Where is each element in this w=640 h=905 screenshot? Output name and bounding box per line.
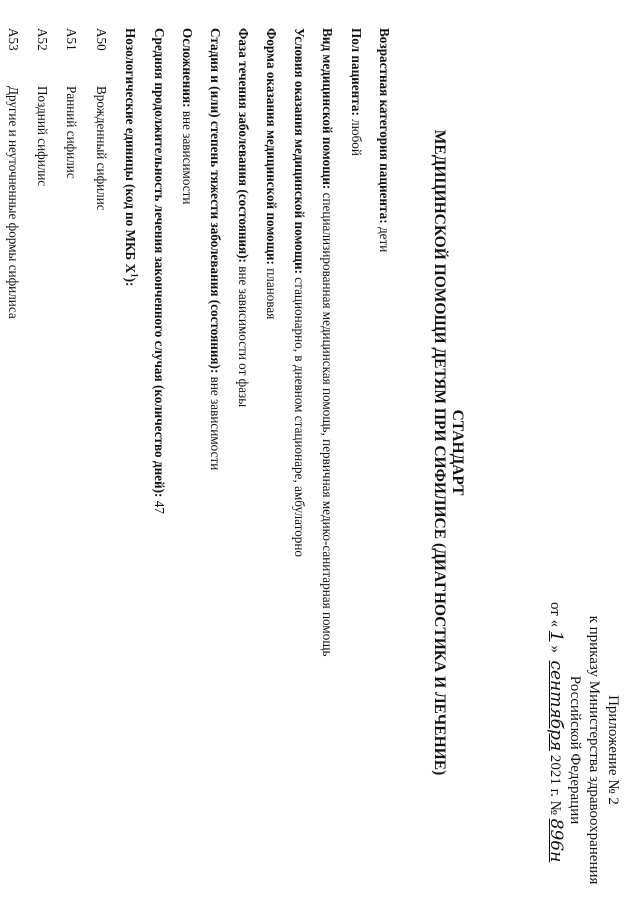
- nosology-name: Поздний сифилис: [35, 86, 50, 187]
- title-main: МЕДИЦИНСКОЙ ПОМОЩИ ДЕТЯМ ПРИ СИФИЛИСЕ (ДИАГНОСТИКА И ЛЕЧЕНИЕ): [431, 129, 448, 776]
- nosology-name: Врожденный сифилис: [94, 86, 109, 211]
- appendix-order-date: от « 1 » сентября 2021 г. № 896н: [546, 602, 566, 863]
- appendix-number: Приложение № 2: [605, 695, 621, 805]
- field-care-form: Форма оказания медицинской помощи: плановая: [264, 28, 279, 320]
- nosology-name: Другие и неуточненные формы сифилиса: [6, 86, 21, 319]
- field-complications: Осложнения: вне зависимости: [180, 28, 195, 205]
- document-title: [430, 60, 466, 845]
- handwritten-month: сентября: [546, 660, 566, 752]
- handwritten-order-number: 896н: [546, 818, 566, 863]
- date-prefix: от «: [547, 602, 563, 628]
- field-disease-phase: Фаза течения заболевания (состояния): вне зависимости от фазы: [236, 28, 251, 408]
- nosology-code: A50: [94, 28, 109, 51]
- appendix-ministry: Российской Федерации: [567, 675, 583, 825]
- nosology-code: A52: [35, 28, 50, 51]
- nosology-header: Нозологические единицы (код по МКБ $X^1$):: [122, 28, 139, 287]
- title-standard: СТАНДАРТ: [449, 409, 466, 496]
- field-patient-sex: Пол пациента: любой: [349, 28, 364, 156]
- field-care-conditions: Условия оказания медицинской помощи: стационарно, в дневном стационаре, амбулаторно: [292, 28, 307, 558]
- appendix-header: [545, 600, 622, 900]
- nosology-code: A53: [6, 28, 21, 51]
- field-age-category: Возрастная категория пациента: дети: [377, 28, 392, 253]
- appendix-order-ref: к приказу Министерства здравоохранения: [586, 615, 602, 885]
- nosology-name: Ранний сифилис: [64, 86, 79, 179]
- field-disease-stage: Стадия и (или) степень тяжести заболевания (состояния): вне зависимости: [208, 28, 223, 471]
- nosology-code: A51: [64, 28, 79, 51]
- handwritten-day: 1: [546, 630, 566, 642]
- field-average-duration: Средняя продолжительность лечения законченного случая (количество дней): 47: [152, 28, 167, 514]
- date-year: 2021 г. №: [547, 754, 563, 815]
- field-care-type: Вид медицинской помощи: специализированная медицинская помощь, первичная медико-санитарная помощь: [320, 28, 335, 657]
